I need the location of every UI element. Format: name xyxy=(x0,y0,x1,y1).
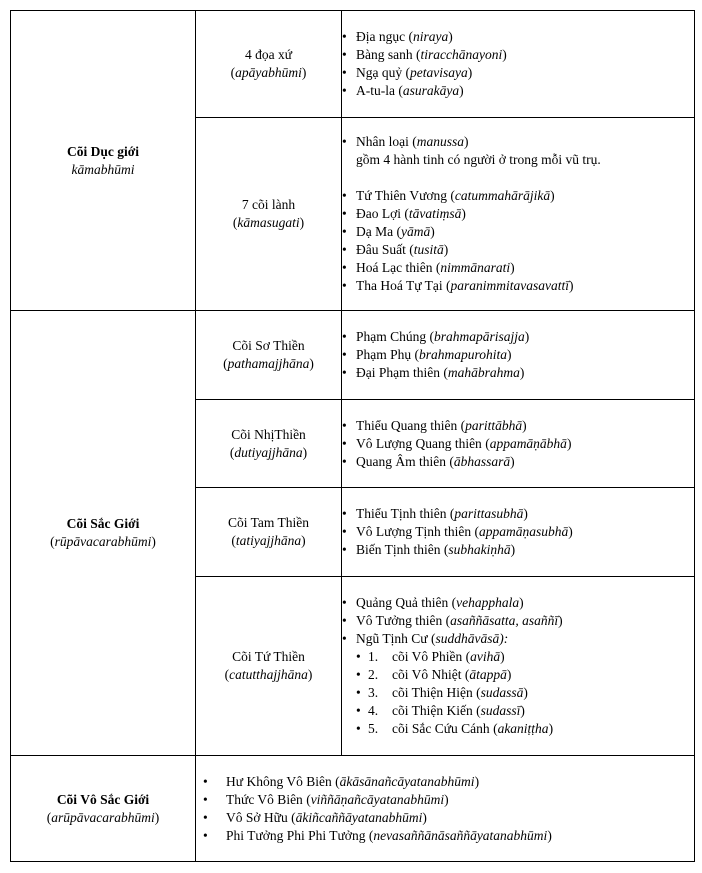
group-cell: Cõi NhịThiền (dutiyajjhāna) xyxy=(196,400,342,488)
realm-pali: rūpāvacarabhūmi xyxy=(54,534,152,549)
list-item: • Thiểu Quang thiên (parittābhā) xyxy=(342,417,694,435)
table-row xyxy=(11,11,695,118)
list-cell xyxy=(342,11,695,118)
list-item: • Phạm Phụ (brahmapurohita) xyxy=(342,346,694,364)
list-cell xyxy=(342,488,695,577)
list-item: • Thiểu Tịnh thiên (parittasubhā) xyxy=(342,505,694,523)
list-item: • Vô Lượng Quang thiên (appamāṇābhā) xyxy=(342,435,694,453)
list-cell xyxy=(342,577,695,756)
list-item: • Bàng sanh (tiracchānayoni) xyxy=(342,46,694,64)
realm-pali: kāmabhūmi xyxy=(71,161,135,177)
list-item: • Vô Tưởng thiên (asaññāsatta, asaññī) xyxy=(342,612,694,630)
group-pali: apāyabhūmi xyxy=(235,65,302,80)
list-item: • Tha Hoá Tự Tại (paranimmitavasavattī) xyxy=(342,277,694,295)
list-item-note: gồm 4 hành tinh có người ở trong mỗi vũ trụ. xyxy=(356,152,601,167)
group-name: Cõi NhịThiền xyxy=(231,426,306,442)
numbered-list xyxy=(356,648,694,738)
group-cell: 4 đọa xứ (apāyabhūmi) xyxy=(196,11,342,118)
group-name: 7 cõi lành xyxy=(241,197,296,212)
list-item: • 5. cõi Sắc Cứu Cánh (akaniṭṭha) xyxy=(356,720,694,738)
realm-name: Cõi Dục giới xyxy=(67,143,139,159)
list-item: • Tứ Thiên Vương (catummahārājikā) xyxy=(342,187,694,205)
group-pali: tatiyajjhāna xyxy=(235,533,302,548)
list-item: • 2. cõi Vô Nhiệt (ātappā) xyxy=(356,666,694,684)
list-item: • Vô Lượng Tịnh thiên (appamāṇasubhā) xyxy=(342,523,694,541)
list-item: • Hư Không Vô Biên (ākāsānañcāyatanabhūmi) xyxy=(196,773,694,791)
list-cell xyxy=(342,311,695,400)
list-item: • Hoá Lạc thiên (nimmānarati) xyxy=(342,259,694,277)
realm-cell-arupa: Cõi Vô Sắc Giới (arūpāvacarabhūmi) xyxy=(11,756,196,862)
list-item: • Biến Tịnh thiên (subhakiṇhā) xyxy=(342,541,694,559)
list-item: • Đâu Suất (tusitā) xyxy=(342,241,694,259)
list-item: • Phạm Chúng (brahmapārisajja) xyxy=(342,328,694,346)
group-cell: Cõi Sơ Thiền (pathamajjhāna) xyxy=(196,311,342,400)
realm-cell-kama xyxy=(11,11,196,311)
list-item: • Vô Sở Hữu (ākiñcaññāyatanabhūmi) xyxy=(196,809,694,827)
realm-name: Cõi Sắc Giới xyxy=(66,516,140,531)
list-item: • Đại Phạm thiên (mahābrahma) xyxy=(342,364,694,382)
list-item: • Thức Vô Biên (viññāṇañcāyatanabhūmi) xyxy=(196,791,694,809)
list-item: • Ngũ Tịnh Cư (suddhāvāsā): • 1. cõi Vô Phiền (avihā) • 2. cõi Vô Nhiệt (ātappā) • 3. cõi Thiện Hiện (sudassā) • 4. cõi Thiện Kiến (sudassī) • 5. cõi Sắc Cứu Cánh (akaniṭṭha) xyxy=(342,630,694,738)
list-item: • Quảng Quả thiên (vehapphala) xyxy=(342,594,694,612)
group-cell: Cõi Tứ Thiền (catutthajjhāna) xyxy=(196,577,342,756)
list-item: • 4. cõi Thiện Kiến (sudassī) xyxy=(356,702,694,720)
group-pali: dutiyajjhāna xyxy=(234,444,303,460)
list-item: • Địa ngục (niraya) xyxy=(342,28,694,46)
group-pali: catutthajjhāna xyxy=(229,667,308,682)
list-item: • Nhân loại (manussa) xyxy=(342,133,694,151)
list-item: • 3. cõi Thiện Hiện (sudassā) xyxy=(356,684,694,702)
group-name: 4 đọa xứ xyxy=(244,47,293,62)
realm-pali: arūpāvacarabhūmi xyxy=(51,809,155,825)
list-item: • Phi Tưởng Phi Phi Tưởng (nevasaññānāsaññāyatanabhūmi) xyxy=(196,827,694,845)
table-row xyxy=(11,756,695,862)
group-name: Cõi Tam Thiền xyxy=(227,515,310,530)
list-item: • Quang Âm thiên (ābhassarā) xyxy=(342,453,694,471)
table-row xyxy=(11,311,695,400)
list-item: • Dạ Ma (yāmā) xyxy=(342,223,694,241)
list-item: • Ngạ quỷ (petavisaya) xyxy=(342,64,694,82)
group-name: Cõi Tứ Thiền xyxy=(232,649,305,664)
list-item: • A-tu-la (asurakāya) xyxy=(342,82,694,100)
group-pali: pathamajjhāna xyxy=(227,356,310,371)
group-cell: Cõi Tam Thiền (tatiyajjhāna) xyxy=(196,488,342,577)
group-name: Cõi Sơ Thiền xyxy=(232,338,305,353)
realms-table xyxy=(10,10,695,862)
realm-name: Cõi Vô Sắc Giới xyxy=(56,791,150,807)
group-cell: 7 cõi lành (kāmasugati) xyxy=(196,118,342,311)
list-item: • 1. cõi Vô Phiền (avihā) xyxy=(356,648,694,666)
list-cell xyxy=(342,400,695,488)
list-cell xyxy=(196,756,695,862)
list-cell xyxy=(342,118,695,311)
list-item: • Đao Lợi (tāvatiṃsā) xyxy=(342,205,694,223)
realm-cell-rupa: Cõi Sắc Giới (rūpāvacarabhūmi) xyxy=(11,311,196,756)
group-pali: kāmasugati xyxy=(237,215,300,230)
